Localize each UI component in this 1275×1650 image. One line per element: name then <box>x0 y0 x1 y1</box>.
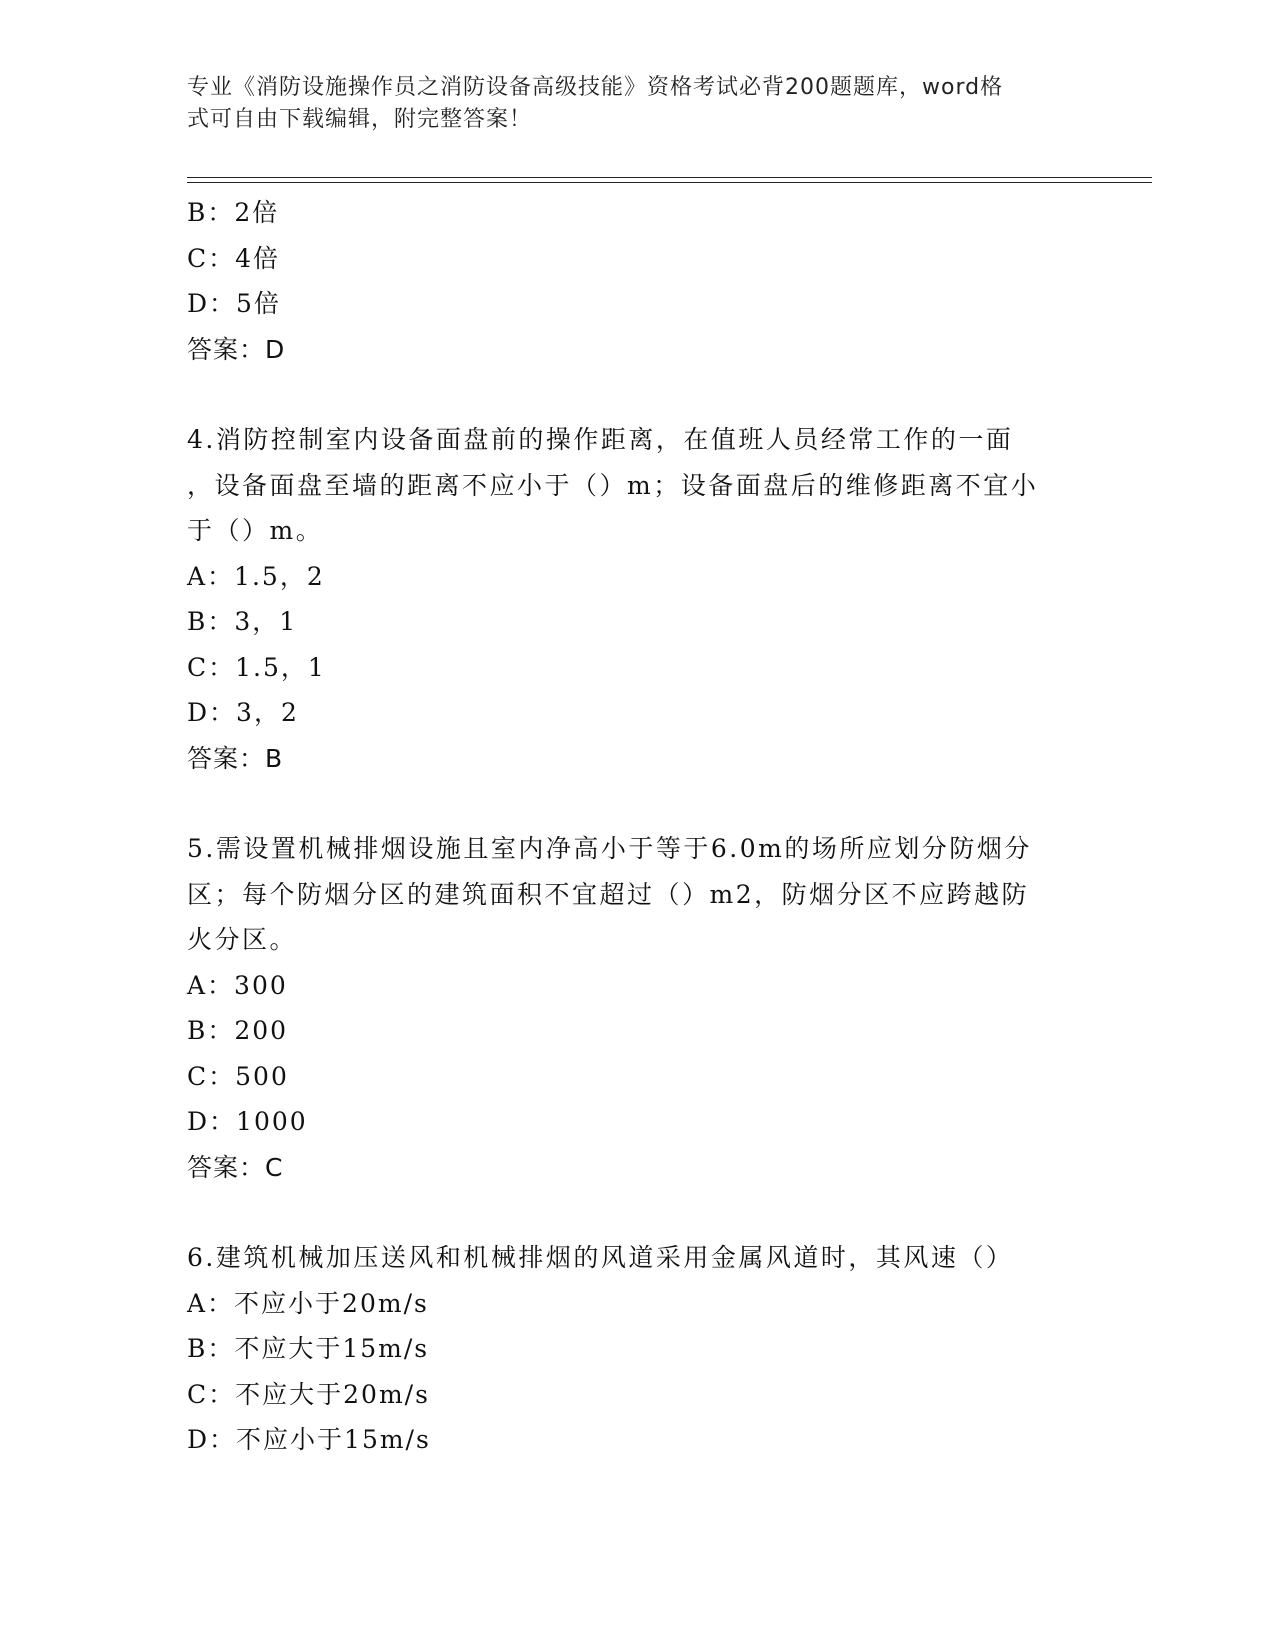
option-d: D：1000 <box>187 1107 308 1136</box>
question-text-line: 6.建筑机械加压送风和机械排烟的风道采用金属风道时，其风速（） <box>187 1243 1014 1272</box>
question-text-line: 区；每个防烟分区的建筑面积不宜超过（）m2，防烟分区不应跨越防 <box>187 879 1030 909</box>
option-d: D：不应小于15m/s <box>187 1425 431 1454</box>
spacer <box>187 781 1087 826</box>
question-text-line: 4.消防控制室内设备面盘前的操作距离，在值班人员经常工作的一面 <box>187 425 1014 454</box>
spacer <box>187 372 1087 417</box>
option-d: D：5倍 <box>187 289 281 318</box>
spacer <box>187 1190 1087 1235</box>
header-line-1: 专业《消防设施操作员之消防设备高级技能》资格考试必背200题题库，word格 <box>187 75 1004 100</box>
option-c: C：不应大于20m/s <box>187 1379 430 1409</box>
option-c: C：500 <box>187 1061 289 1091</box>
answer-line: 答案：D <box>187 334 286 364</box>
question-text-line: 火分区。 <box>187 925 298 954</box>
question-text-line: 5.需设置机械排烟设施且室内净高小于等于6.0m的场所应划分防烟分 <box>187 834 1032 863</box>
question-block-3 <box>187 190 1087 372</box>
question-block-6 <box>187 1235 1087 1463</box>
question-text-line: 于（）m。 <box>187 516 324 545</box>
option-a: A：300 <box>187 970 288 1000</box>
header-divider-bottom <box>187 182 1152 183</box>
option-c: C：1.5，1 <box>187 652 326 682</box>
option-a: A：1.5，2 <box>187 561 325 591</box>
option-c: C：4倍 <box>187 243 281 273</box>
question-block-4 <box>187 417 1087 781</box>
header-divider-top <box>187 177 1152 178</box>
option-b: B：200 <box>187 1016 289 1045</box>
answer-line: 答案：C <box>187 1152 284 1182</box>
question-block-5 <box>187 826 1087 1190</box>
option-b: B：3，1 <box>187 607 298 636</box>
question-text-line: ，设备面盘至墙的距离不应小于（）m；设备面盘后的维修距离不宜小 <box>187 470 1039 500</box>
answer-line: 答案：B <box>187 743 284 773</box>
option-d: D：3，2 <box>187 698 299 727</box>
option-b: B：不应大于15m/s <box>187 1334 430 1363</box>
question-content <box>187 190 1087 1463</box>
option-a: A：不应小于20m/s <box>187 1288 429 1318</box>
option-b: B：2倍 <box>187 198 280 227</box>
header-line-2: 式可自由下载编辑，附完整答案！ <box>187 107 533 132</box>
document-header <box>187 72 1067 136</box>
